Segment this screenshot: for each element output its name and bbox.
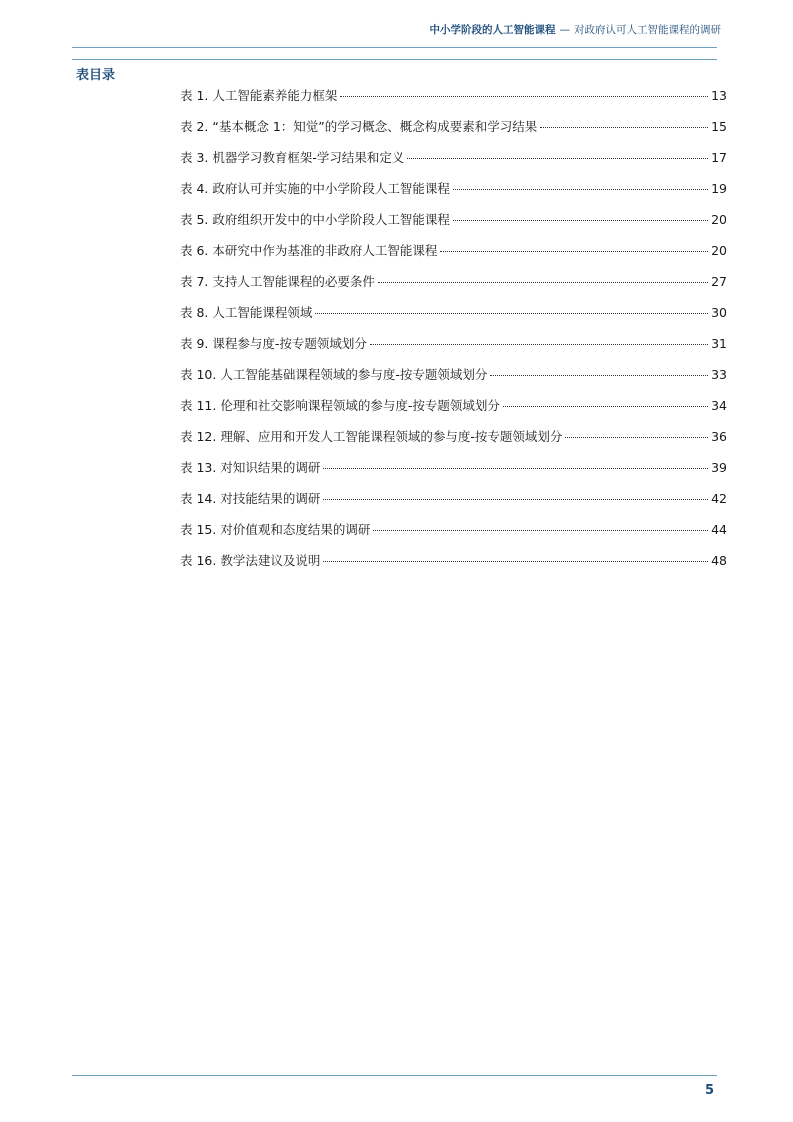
toc-entry[interactable] (180, 520, 727, 551)
toc-entry-page: 48 (711, 553, 727, 568)
toc-entry-page: 27 (711, 274, 727, 289)
page-number: 5 (704, 1083, 714, 1098)
toc-entry-page: 31 (711, 336, 727, 351)
dot-leader (565, 437, 708, 438)
toc-entry-page: 19 (711, 181, 727, 196)
header-divider-top (72, 47, 717, 48)
dot-leader (503, 406, 708, 407)
toc-entry-label: 表 10. 人工智能基础课程领域的参与度-按专题领域划分 (180, 367, 488, 382)
toc-entry[interactable] (180, 396, 727, 427)
toc-entry-page: 15 (711, 119, 727, 134)
toc-entry[interactable] (180, 179, 727, 210)
toc-entry[interactable] (180, 365, 727, 396)
toc-entry-page: 39 (711, 460, 727, 475)
toc-entry[interactable] (180, 272, 727, 303)
toc-entry[interactable] (180, 303, 727, 334)
dot-leader (378, 282, 708, 283)
toc-entry-label: 表 3. 机器学习教育框架-学习结果和定义 (180, 150, 405, 165)
footer-divider (72, 1075, 717, 1076)
dot-leader (540, 127, 708, 128)
toc-entry[interactable] (180, 241, 727, 272)
toc-entry-label: 表 7. 支持人工智能课程的必要条件 (180, 274, 375, 289)
toc-entry-page: 44 (711, 522, 727, 537)
toc-entry-page: 30 (711, 305, 727, 320)
toc-entry-page: 34 (711, 398, 727, 413)
table-of-tables-heading: 表目录 (76, 68, 116, 83)
toc-entry-label: 表 5. 政府组织开发中的中小学阶段人工智能课程 (180, 212, 450, 227)
toc-entry[interactable] (180, 148, 727, 179)
toc-entry-page: 33 (711, 367, 727, 382)
dot-leader (323, 468, 708, 469)
toc-entry[interactable] (180, 210, 727, 241)
header-separator: — (559, 24, 570, 36)
toc-entry-label: 表 4. 政府认可并实施的中小学阶段人工智能课程 (180, 181, 450, 196)
toc-entry-label: 表 8. 人工智能课程领域 (180, 305, 313, 320)
toc-entry[interactable] (180, 427, 727, 458)
dot-leader (323, 561, 708, 562)
toc-entry-label: 表 16. 教学法建议及说明 (180, 553, 321, 568)
toc-entry-label: 表 1. 人工智能素养能力框架 (180, 88, 338, 103)
dot-leader (370, 344, 708, 345)
toc-entry-label: 表 12. 理解、应用和开发人工智能课程领域的参与度-按专题领域划分 (180, 429, 563, 444)
toc-entry[interactable] (180, 551, 727, 582)
toc-entry[interactable] (180, 458, 727, 489)
toc-entry-page: 20 (711, 243, 727, 258)
toc-entry-page: 42 (711, 491, 727, 506)
toc-entry-page: 13 (711, 88, 727, 103)
toc-entry-label: 表 9. 课程参与度-按专题领域划分 (180, 336, 367, 351)
toc-entry-page: 20 (711, 212, 727, 227)
toc-entry-page: 17 (711, 150, 727, 165)
dot-leader (340, 96, 708, 97)
dot-leader (373, 530, 708, 531)
toc-entry-label: 表 14. 对技能结果的调研 (180, 491, 321, 506)
toc-entry[interactable] (180, 334, 727, 365)
running-header (430, 22, 722, 37)
toc-entry-label: 表 13. 对知识结果的调研 (180, 460, 321, 475)
document-subtitle: 对政府认可人工智能课程的调研 (574, 24, 721, 36)
toc-entry[interactable] (180, 117, 727, 148)
toc-entry[interactable] (180, 489, 727, 520)
dot-leader (440, 251, 708, 252)
dot-leader (490, 375, 708, 376)
toc-entry-label: 表 11. 伦理和社交影响课程领域的参与度-按专题领域划分 (180, 398, 500, 413)
toc-entry-label: 表 6. 本研究中作为基准的非政府人工智能课程 (180, 243, 438, 258)
table-of-tables-list (180, 86, 727, 582)
toc-entry-label: 表 2. “基本概念 1：知觉”的学习概念、概念构成要素和学习结果 (180, 119, 538, 134)
dot-leader (407, 158, 708, 159)
dot-leader (453, 189, 708, 190)
toc-entry[interactable] (180, 86, 727, 117)
header-divider-bottom (72, 59, 717, 60)
dot-leader (315, 313, 708, 314)
toc-entry-page: 36 (711, 429, 727, 444)
toc-entry-label: 表 15. 对价值观和态度结果的调研 (180, 522, 371, 537)
dot-leader (323, 499, 708, 500)
document-title: 中小学阶段的人工智能课程 (429, 24, 556, 36)
dot-leader (453, 220, 708, 221)
